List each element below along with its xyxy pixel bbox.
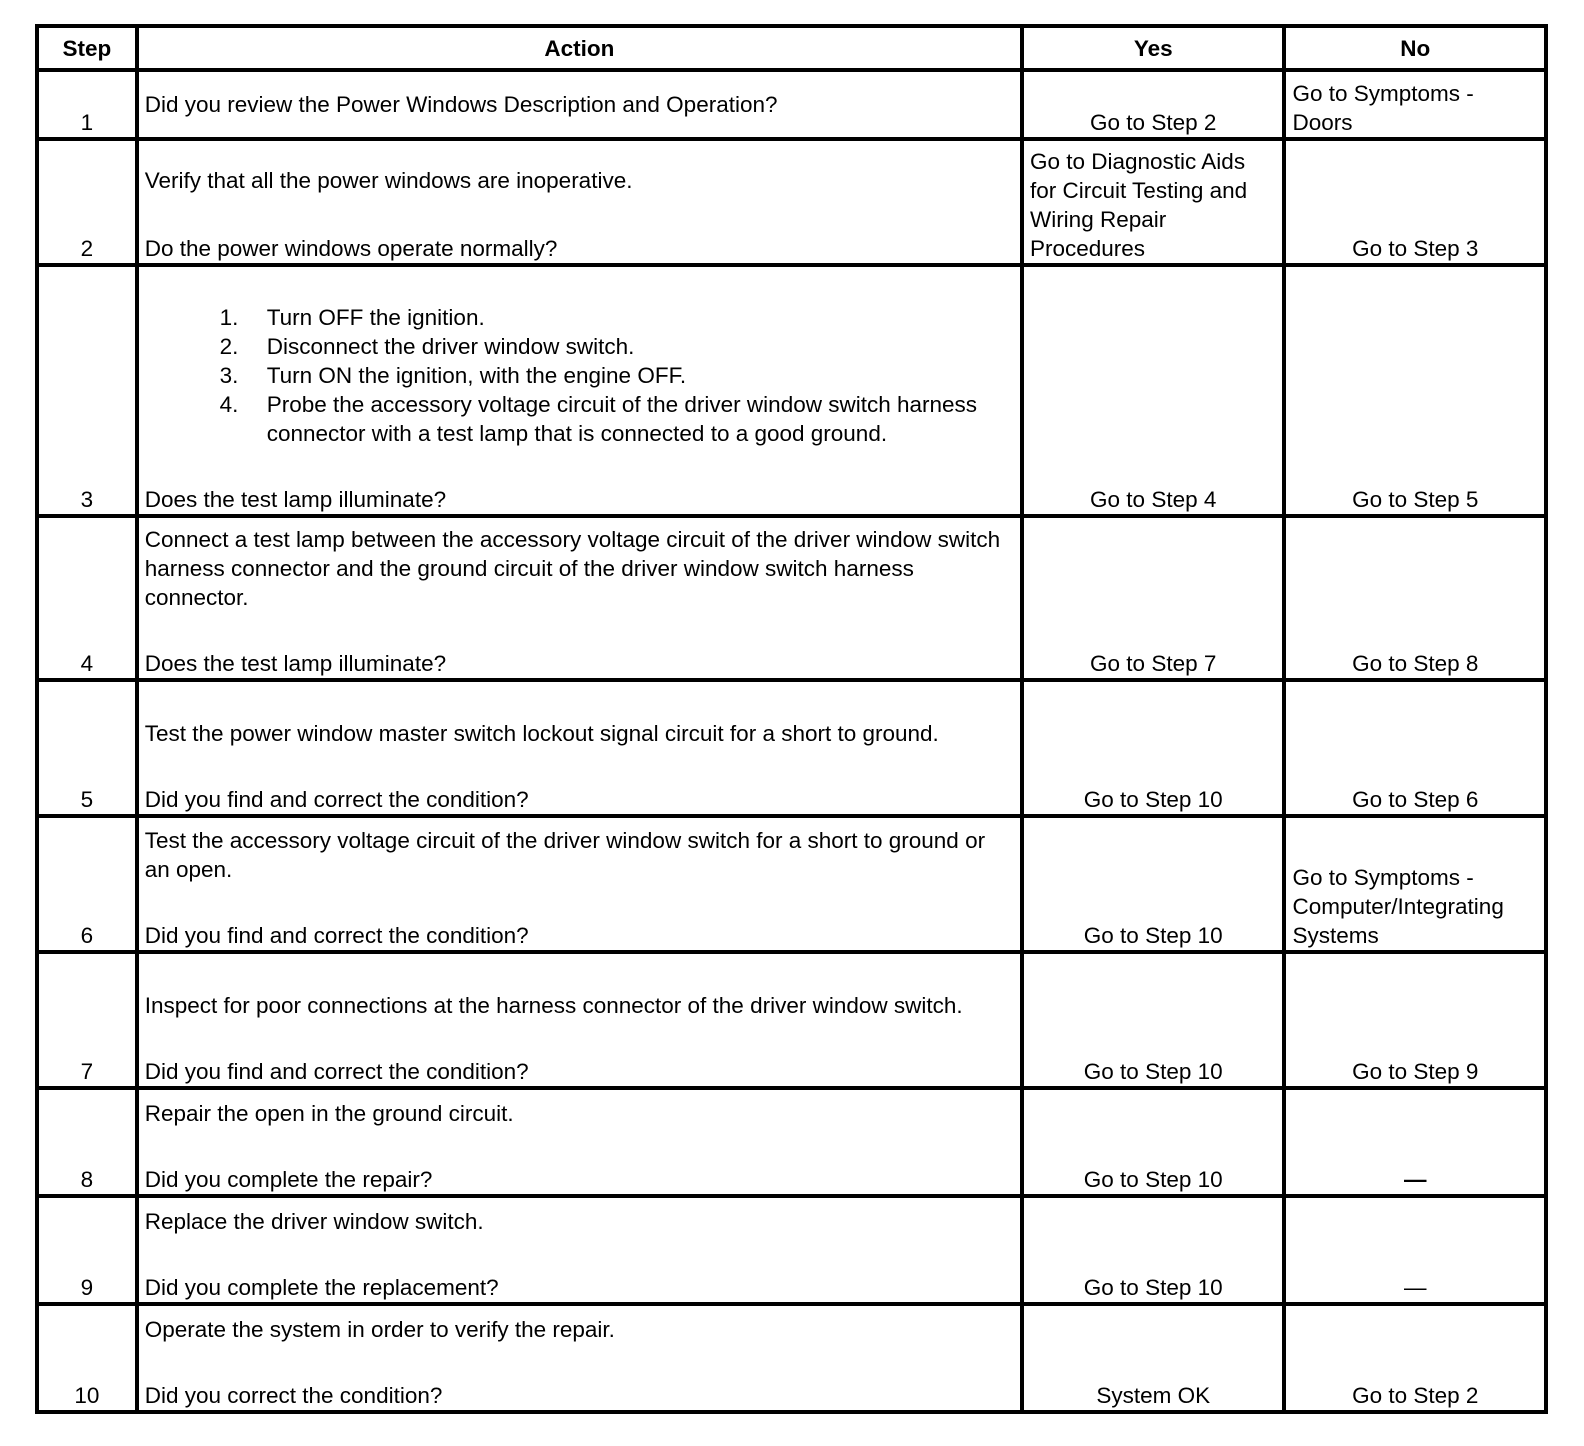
action-text: Repair the open in the ground circuit.	[144, 1101, 514, 1126]
procedure-list	[145, 303, 1014, 448]
table-row	[37, 680, 1546, 816]
table-row	[37, 265, 1546, 516]
list-item: 3. Turn ON the ignition, with the engine OFF.	[245, 361, 1014, 390]
step-number: 7	[37, 952, 137, 1088]
action-question: Did you find and correct the condition?	[144, 1059, 529, 1084]
action-question: Did you find and correct the condition?	[144, 787, 529, 812]
step-number: 3	[37, 265, 137, 516]
step-number: 1	[37, 70, 137, 139]
step-number: 10	[37, 1304, 137, 1412]
yes-cell: Go to Step 7	[1022, 516, 1285, 680]
yes-cell: Go to Step 10	[1022, 1196, 1285, 1304]
action-cell	[137, 680, 1022, 816]
header-row	[37, 26, 1546, 70]
action-cell	[137, 1304, 1022, 1412]
table-row	[37, 1088, 1546, 1196]
yes-cell: Go to Step 10	[1022, 816, 1285, 952]
header-action: Action	[137, 26, 1022, 70]
action-text: Did you review the Power Windows Description and Operation?	[144, 92, 778, 117]
action-cell	[137, 139, 1022, 265]
action-text: Verify that all the power windows are inoperative.	[144, 168, 633, 193]
table-row	[37, 1304, 1546, 1412]
list-item: 1. Turn OFF the ignition.	[245, 303, 1014, 332]
action-question: Do the power windows operate normally?	[144, 236, 558, 261]
action-question: Did you complete the replacement?	[144, 1275, 499, 1300]
yes-cell: Go to Diagnostic Aids for Circuit Testing and Wiring Repair Procedures	[1022, 139, 1285, 265]
action-text: Replace the driver window switch.	[144, 1209, 484, 1234]
yes-cell: Go to Step 10	[1022, 680, 1285, 816]
yes-cell: System OK	[1022, 1304, 1285, 1412]
action-cell	[137, 1088, 1022, 1196]
action-text: Test the power window master switch lockout signal circuit for a short to ground.	[144, 721, 939, 746]
action-text: Connect a test lamp between the accessory voltage circuit of the driver window switch harness connector and the ground circuit of the driver window switch harness connector.	[144, 527, 1001, 610]
yes-cell: Go to Step 10	[1022, 952, 1285, 1088]
header-yes: Yes	[1022, 26, 1285, 70]
yes-cell: Go to Step 4	[1022, 265, 1285, 516]
no-cell: Go to Step 9	[1284, 952, 1546, 1088]
no-cell: —	[1284, 1196, 1546, 1304]
no-cell: Go to Step 2	[1284, 1304, 1546, 1412]
table-row	[37, 1196, 1546, 1304]
table-row	[37, 816, 1546, 952]
diagnostic-table	[35, 24, 1548, 1414]
action-question: Did you complete the repair?	[144, 1167, 433, 1192]
list-item: 4. Probe the accessory voltage circuit of the driver window switch harness connector with a test lamp that is connected to a good ground.	[245, 390, 1014, 448]
step-number: 8	[37, 1088, 137, 1196]
action-cell	[137, 70, 1022, 139]
action-question: Does the test lamp illuminate?	[144, 651, 447, 676]
no-cell: Go to Symptoms - Computer/Integrating Systems	[1284, 816, 1546, 952]
action-cell	[137, 516, 1022, 680]
action-text: Operate the system in order to verify the repair.	[144, 1317, 615, 1342]
action-question: Did you correct the condition?	[144, 1383, 443, 1408]
action-cell	[137, 265, 1022, 516]
action-question: Did you find and correct the condition?	[144, 923, 529, 948]
list-item: 2. Disconnect the driver window switch.	[245, 332, 1014, 361]
header-step: Step	[37, 26, 137, 70]
no-cell: Go to Step 3	[1284, 139, 1546, 265]
step-number: 9	[37, 1196, 137, 1304]
no-cell: Go to Step 8	[1284, 516, 1546, 680]
table-row	[37, 70, 1546, 139]
step-number: 2	[37, 139, 137, 265]
step-number: 5	[37, 680, 137, 816]
yes-cell: Go to Step 2	[1022, 70, 1285, 139]
action-text: Test the accessory voltage circuit of the driver window switch for a short to ground or an open.	[144, 828, 986, 882]
action-question: Does the test lamp illuminate?	[144, 487, 447, 512]
table-row	[37, 952, 1546, 1088]
action-cell	[137, 952, 1022, 1088]
action-text: Inspect for poor connections at the harness connector of the driver window switch.	[144, 993, 963, 1018]
step-number: 4	[37, 516, 137, 680]
table-row	[37, 516, 1546, 680]
no-cell: Go to Step 5	[1284, 265, 1546, 516]
no-cell: —	[1284, 1088, 1546, 1196]
no-cell: Go to Step 6	[1284, 680, 1546, 816]
action-cell	[137, 816, 1022, 952]
step-number: 6	[37, 816, 137, 952]
no-cell: Go to Symptoms - Doors	[1284, 70, 1546, 139]
yes-cell: Go to Step 10	[1022, 1088, 1285, 1196]
table-row	[37, 139, 1546, 265]
header-no: No	[1284, 26, 1546, 70]
action-cell	[137, 1196, 1022, 1304]
